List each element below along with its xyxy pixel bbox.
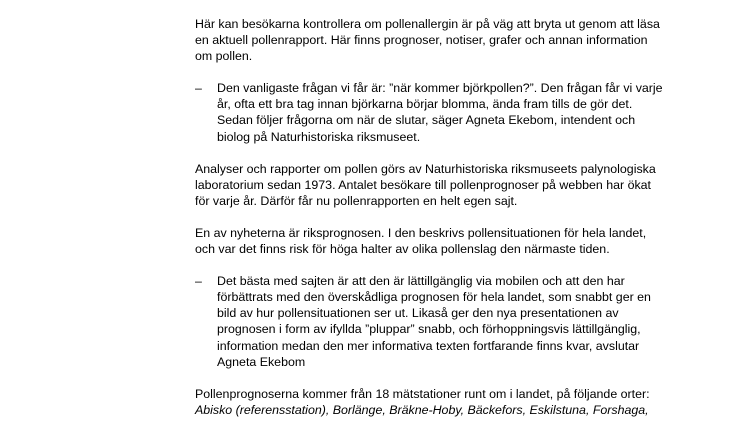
- analysis-paragraph: Analyser och rapporter om pollen görs av Naturhistoriska riksmuseets palynologiska laboratorium sedan 1973. Antalet besökare till pollenprognoser på webben har ökat för varje år. Därför får nu pollenrapporten en helt egen sajt.: [195, 161, 656, 208]
- quote-dash: –: [195, 274, 202, 289]
- news-paragraph: En av nyheterna är riksprognosen. I den beskrivs pollensituationen för hela landet, och var det finns risk för höga halter av olika pollenslag den närmaste tiden.: [195, 225, 647, 257]
- document-body: [195, 16, 665, 434]
- quote-ekebom-question: [195, 80, 665, 144]
- stations-list: Abisko (referensstation), Borlänge, Bräkne-Hoby, Bäckefors, Eskilstuna, Forshaga,: [195, 402, 649, 417]
- intro-paragraph: Här kan besökarna kontrollera om pollenallergin är på väg att bryta ut genom att läsa en aktuell pollenrapport. Här finns prognoser, notiser, grafer och annan information om pollen.: [195, 17, 660, 64]
- quote-dash: –: [195, 81, 202, 96]
- quote-text: Det bästa med sajten är att den är lättillgänglig via mobilen och att den har förbättrats med den överskådliga prognosen för hela landet, som snabbt ger en bild av hur pollensituationen ser ut. Likaså ger den nya presentationen av prognosen i form av ifyllda ”pluppar” snabb, och förhoppningsvis lättillgänglig, information medan den mer informativa texten fortfarande finns kvar, avslutar Agneta Ekebom: [217, 274, 651, 369]
- stations-paragraph: [195, 386, 665, 418]
- quote-ekebom-best: [195, 273, 665, 370]
- stations-intro: Pollenprognoserna kommer från 18 mätstationer runt om i landet, på följande orter:: [195, 386, 650, 401]
- quote-text: Den vanligaste frågan vi får är: ”när kommer björkpollen?”. Den frågan får vi varje år, ofta ett bra tag innan björkarna börjar blomma, ända fram tills de gör det. Sedan följer frågorna om när de slutar, säger Agneta Ekebom, intendent och biolog på Naturhistoriska riksmuseet.: [217, 81, 663, 144]
